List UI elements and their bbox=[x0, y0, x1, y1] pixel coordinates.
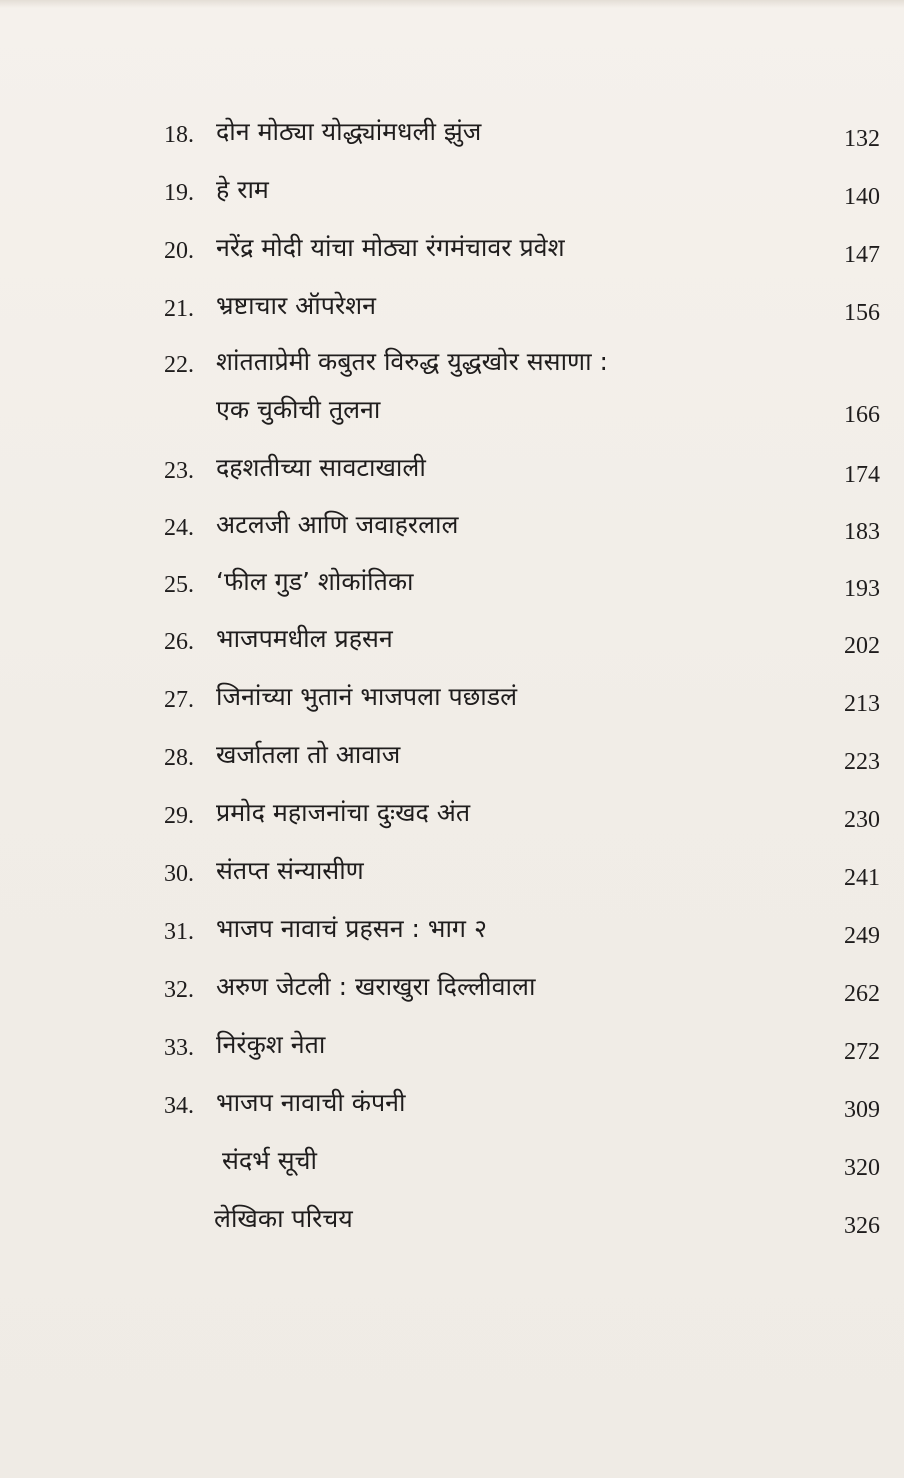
chapter-title: दोन मोठ्या योद्ध्यांमधली झुंज bbox=[216, 117, 482, 146]
toc-entry-31 bbox=[0, 914, 904, 957]
chapter-title: भ्रष्टाचार ऑपरेशन bbox=[216, 291, 377, 320]
chapter-number: 27. bbox=[164, 687, 194, 713]
page-number: 309 bbox=[844, 1097, 880, 1123]
toc-entry-author-intro bbox=[0, 1204, 904, 1247]
chapter-title: अरुण जेटली : खराखुरा दिल्लीवाला bbox=[216, 972, 536, 1001]
page-number: 213 bbox=[844, 691, 880, 717]
chapter-number: 30. bbox=[164, 861, 194, 887]
chapter-title: निरंकुश नेता bbox=[216, 1030, 326, 1059]
page-number: 320 bbox=[844, 1155, 880, 1181]
chapter-number: 29. bbox=[164, 803, 194, 829]
toc-entry-20 bbox=[0, 233, 904, 276]
chapter-title: प्रमोद महाजनांचा दुःखद अंत bbox=[216, 798, 471, 827]
chapter-title: भाजप नावाचं प्रहसन : भाग २ bbox=[216, 914, 487, 943]
page-number: 202 bbox=[844, 633, 880, 659]
chapter-number: 31. bbox=[164, 919, 194, 945]
toc-entry-19 bbox=[0, 175, 904, 218]
toc-entry-25 bbox=[0, 567, 904, 610]
page-number: 174 bbox=[844, 462, 880, 488]
chapter-number: 26. bbox=[164, 629, 194, 655]
chapter-number: 19. bbox=[164, 180, 194, 206]
chapter-title: जिनांच्या भुतानं भाजपला पछाडलं bbox=[216, 682, 518, 711]
chapter-title: भाजपमधील प्रहसन bbox=[216, 624, 393, 653]
page-number: 272 bbox=[844, 1039, 880, 1065]
page-number: 132 bbox=[844, 126, 880, 152]
page-number: 326 bbox=[844, 1213, 880, 1239]
toc-entry-24 bbox=[0, 510, 904, 553]
chapter-title-continued: एक चुकीची तुलना bbox=[216, 395, 381, 424]
chapter-number: 18. bbox=[164, 122, 194, 148]
page-number: 147 bbox=[844, 242, 880, 268]
chapter-number: 28. bbox=[164, 745, 194, 771]
toc-entry-27 bbox=[0, 682, 904, 725]
page-number: 241 bbox=[844, 865, 880, 891]
toc-entry-34 bbox=[0, 1088, 904, 1131]
page-number: 166 bbox=[844, 402, 880, 428]
toc-entry-22 bbox=[0, 347, 904, 430]
page-number: 156 bbox=[844, 300, 880, 326]
chapter-title: खर्जातला तो आवाज bbox=[216, 740, 401, 769]
chapter-number: 24. bbox=[164, 515, 194, 541]
toc-entry-32 bbox=[0, 972, 904, 1015]
toc-entry-30 bbox=[0, 856, 904, 899]
chapter-number: 25. bbox=[164, 572, 194, 598]
page-number: 140 bbox=[844, 184, 880, 210]
page-number: 223 bbox=[844, 749, 880, 775]
toc-entry-21 bbox=[0, 291, 904, 334]
chapter-title: शांतताप्रेमी कबुतर विरुद्ध युद्धखोर ससाणा : bbox=[216, 347, 608, 376]
chapter-number: 32. bbox=[164, 977, 194, 1003]
toc-entry-23 bbox=[0, 453, 904, 496]
chapter-number: 23. bbox=[164, 458, 194, 484]
chapter-number: 20. bbox=[164, 238, 194, 264]
page-number: 193 bbox=[844, 576, 880, 602]
chapter-title: दहशतीच्या सावटाखाली bbox=[216, 453, 426, 482]
toc-entry-26 bbox=[0, 624, 904, 667]
chapter-number: 21. bbox=[164, 296, 194, 322]
toc-entry-29 bbox=[0, 798, 904, 841]
chapter-title: अटलजी आणि जवाहरलाल bbox=[216, 510, 459, 539]
chapter-title: नरेंद्र मोदी यांचा मोठ्या रंगमंचावर प्रवेश bbox=[216, 233, 565, 262]
toc-entry-28 bbox=[0, 740, 904, 783]
chapter-number: 34. bbox=[164, 1093, 194, 1119]
page-number: 230 bbox=[844, 807, 880, 833]
chapter-title: भाजप नावाची कंपनी bbox=[216, 1088, 406, 1117]
page-number: 262 bbox=[844, 981, 880, 1007]
chapter-title: लेखिका परिचय bbox=[214, 1204, 353, 1233]
toc-entry-33 bbox=[0, 1030, 904, 1073]
chapter-title: संतप्त संन्यासीण bbox=[216, 856, 364, 885]
toc-entry-references bbox=[0, 1146, 904, 1189]
page-number: 249 bbox=[844, 923, 880, 949]
chapter-number: 33. bbox=[164, 1035, 194, 1061]
chapter-title: हे राम bbox=[216, 175, 269, 204]
chapter-title: संदर्भ सूची bbox=[222, 1146, 317, 1175]
chapter-title: ‘फील गुड’ शोकांतिका bbox=[216, 567, 414, 596]
chapter-number: 22. bbox=[164, 352, 194, 378]
toc-entry-18 bbox=[0, 117, 904, 160]
page-number: 183 bbox=[844, 519, 880, 545]
